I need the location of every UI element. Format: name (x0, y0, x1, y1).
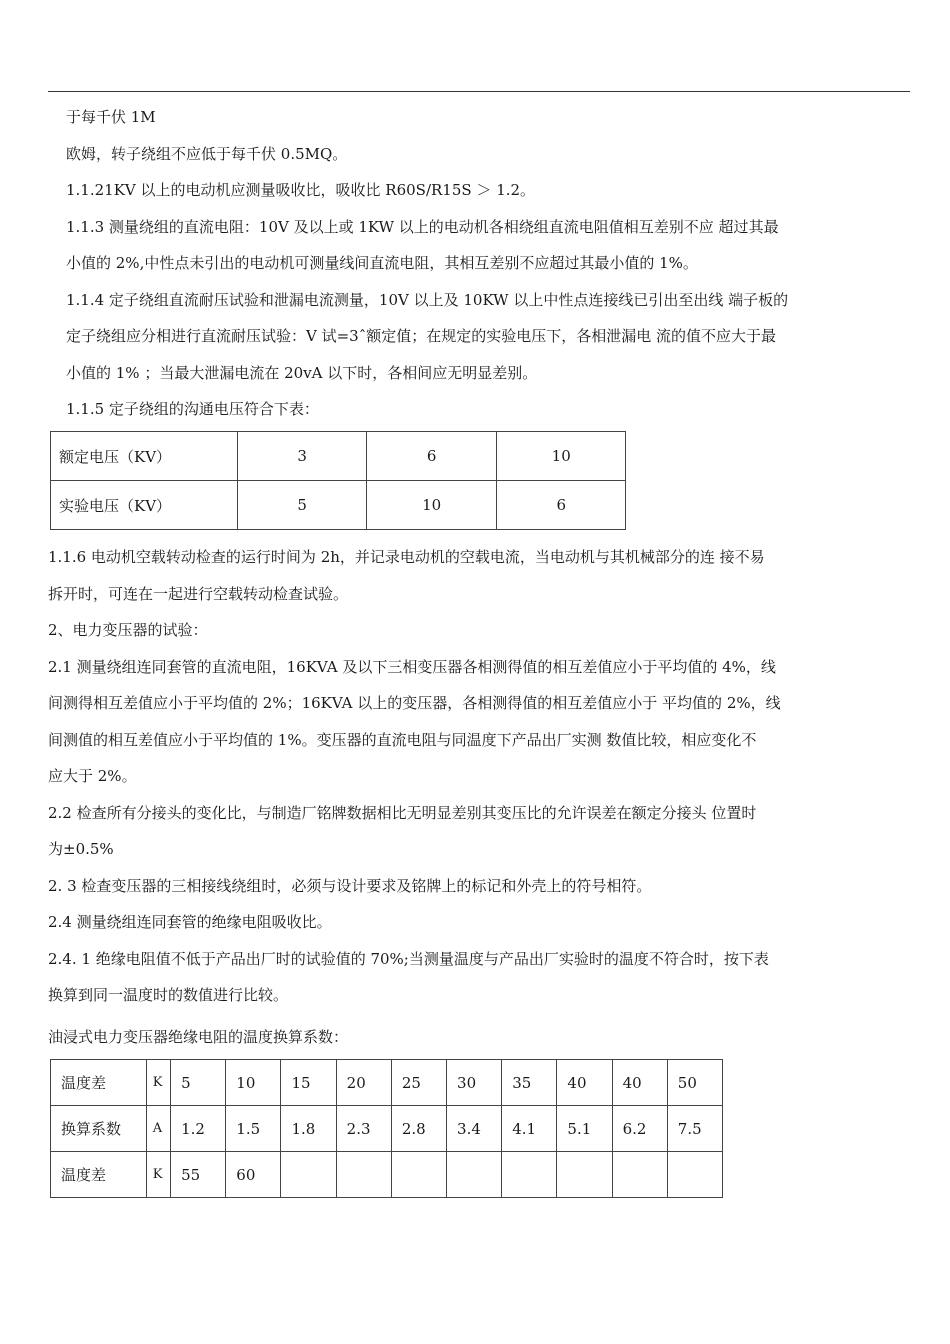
table-cell: 额定电压（KV） (51, 432, 238, 481)
table-cell: 25 (391, 1060, 446, 1106)
table-cell (612, 1152, 667, 1198)
table-cell: 2.8 (391, 1106, 446, 1152)
table-cell (667, 1152, 722, 1198)
text-line: 定子绕组应分相进行直流耐压试验：V 试=3ˆ额定值；在规定的实验电压下，各相泄漏电 流的值不应大于最 (66, 327, 776, 345)
table-row (51, 481, 626, 530)
text-line: 于每千伏 1M (66, 108, 156, 126)
text-line: 应大于 2%。 (48, 767, 137, 785)
paragraph-motor-tests (66, 99, 788, 428)
text-line: 间测得相互差值应小于平均值的 2%；16KVA 以上的变压器，各相测得值的相互差值应小于 平均值的 2%，线 (48, 694, 781, 712)
text-line: 1.1.5 定子绕组的沟通电压符合下表： (66, 400, 319, 418)
table-cell: 6 (366, 432, 497, 481)
table-cell: 15 (281, 1060, 336, 1106)
table-cell: 55 (171, 1152, 226, 1198)
text-line: 1.1.3 测量绕组的直流电阻：10V 及以上或 1KW 以上的电动机各相绕组直流电阻值相互差别不应 超过其最 (66, 217, 779, 236)
table-cell: 10 (497, 432, 626, 481)
table-row (51, 432, 626, 481)
table-cell (502, 1152, 557, 1198)
table-cell: 6.2 (612, 1106, 667, 1152)
table-cell: 3.4 (447, 1106, 502, 1152)
table-cell (281, 1152, 336, 1198)
text-line: 为±0.5% (48, 840, 114, 858)
table-cell: 1.2 (171, 1106, 226, 1152)
text-line: 换算到同一温度时的数值进行比较。 (48, 986, 289, 1004)
table-cell (336, 1152, 391, 1198)
table-cell: 20 (336, 1060, 391, 1106)
table-cell: 1.5 (226, 1106, 281, 1152)
table-cell: 6 (497, 481, 626, 530)
table-cell: 1.8 (281, 1106, 336, 1152)
table-cell: 温度差 (51, 1152, 147, 1198)
table-cell: A (146, 1106, 170, 1152)
table-cell: 35 (502, 1060, 557, 1106)
paragraph-transformer-tests (48, 539, 781, 1014)
table-cell: 40 (557, 1060, 612, 1106)
text-line: 2.1 测量绕组连同套管的直流电阻，16KVA 及以下三相变压器各相测得值的相互差值应小于平均值的 4%，线 (48, 657, 776, 676)
text-line: 2. 3 检查变压器的三相接线绕组时，必须与设计要求及铭牌上的标记和外壳上的符号相符。 (48, 876, 652, 895)
text-line: 小值的 2%,中性点未引出的电动机可测量线间直流电阻，其相互差别不应超过其最小值的 1%。 (66, 254, 698, 272)
voltage-table (50, 431, 626, 530)
table-cell: K (146, 1060, 170, 1106)
header-rule (48, 91, 910, 92)
text-line: 1.1.4 定子绕组直流耐压试验和泄漏电流测量，10V 以上及 10KW 以上中性点连接线已引出至出线 端子板的 (66, 290, 789, 309)
table-cell: 30 (447, 1060, 502, 1106)
table-cell: 换算系数 (51, 1106, 147, 1152)
table-cell: 40 (612, 1060, 667, 1106)
table-row (51, 1152, 723, 1198)
table-cell: 5.1 (557, 1106, 612, 1152)
table-caption: 油浸式电力变压器绝缘电阻的温度换算系数： (48, 1028, 349, 1046)
text-line: 小值的 1% ；当最大泄漏电流在 20vA 以下时，各相间应无明显差别。 (66, 363, 538, 382)
table-cell: K (146, 1152, 170, 1198)
text-line: 间测值的相互差值应小于平均值的 1%。变压器的直流电阻与同温度下产品出厂实测 数值比较，相应变化不 (48, 730, 757, 749)
table-row (51, 1060, 723, 1106)
table-cell: 10 (366, 481, 497, 530)
table-cell: 50 (667, 1060, 722, 1106)
table-cell (557, 1152, 612, 1198)
table-cell: 温度差 (51, 1060, 147, 1106)
table-cell: 3 (238, 432, 366, 481)
table-cell: 5 (171, 1060, 226, 1106)
table-cell: 60 (226, 1152, 281, 1198)
text-line: 1.1.6 电动机空载转动检查的运行时间为 2h，并记录电动机的空载电流，当电动机与其机械部分的连 接不易 (48, 548, 765, 566)
table-cell (391, 1152, 446, 1198)
temperature-coefficient-table (50, 1059, 723, 1198)
table-cell: 实验电压（KV） (51, 481, 238, 530)
table-cell: 10 (226, 1060, 281, 1106)
text-line: 欧姆，转子绕组不应低于每千伏 0.5MQ。 (66, 144, 348, 163)
text-line: 2.4 测量绕组连同套管的绝缘电阻吸收比。 (48, 913, 332, 931)
table-cell: 2.3 (336, 1106, 391, 1152)
text-line: 2.4. 1 绝缘电阻值不低于产品出厂时的试验值的 70%;当测量温度与产品出厂实验时的温度不符合时，按下表 (48, 949, 769, 968)
table-row (51, 1106, 723, 1152)
table-cell (447, 1152, 502, 1198)
table-cell: 4.1 (502, 1106, 557, 1152)
text-line: 拆开时，可连在一起进行空载转动检查试验。 (48, 584, 349, 603)
table-cell: 7.5 (667, 1106, 722, 1152)
table-cell: 5 (238, 481, 366, 530)
section-heading: 2、电力变压器的试验： (48, 621, 208, 639)
text-line: 1.1.21KV 以上的电动机应测量吸收比，吸收比 R60S/R15S ＞ 1.2。 (66, 181, 536, 199)
text-line: 2.2 检查所有分接头的变化比，与制造厂铭牌数据相比无明显差别其变压比的允许误差在额定分接头 位置时 (48, 803, 757, 822)
